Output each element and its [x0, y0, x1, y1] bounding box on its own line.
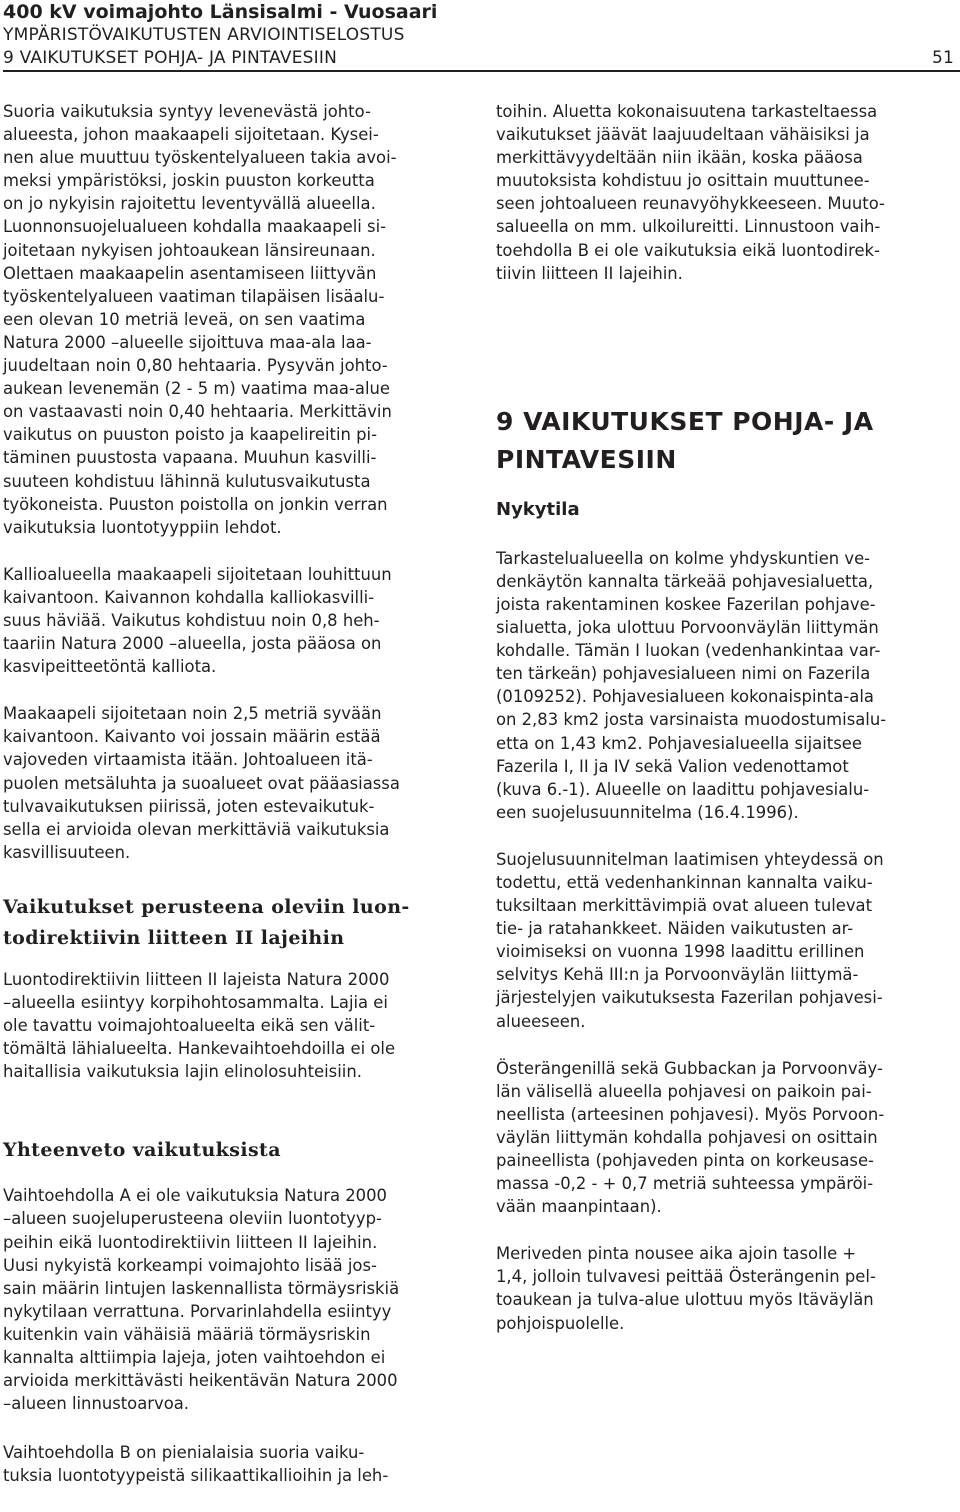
document-subtitle: YMPÄRISTÖVAIKUTUSTEN ARVIOINTISELOSTUS	[3, 25, 405, 45]
right-column	[496, 100, 958, 1359]
paragraph: Maakaapeli sijoitetaan noin 2,5 metriä syvään kaivantoon. Kaivanto voi jossain määrin estää vajoveden virtaamista itään. Johtoalueen itä- puolen metsäluhta ja suoalueet ovat pääasiassa tulvavaikutuksen piirissä, joten estevaikutuk- sella ei arvioida olevan merkittäviä vaikutuksia kasvillisuuteen.	[3, 704, 400, 862]
paragraph: Suojelusuunnitelman laatimisen yhteydessä on todettu, että vedenhankinnan kannalta vaiku- tuksiltaan merkittävimpiä ovat alueen tulevat tie- ja ratahankkeet. Näiden vaikutusten ar- vioimiseksi on vuonna 1998 laadittu erillinen selvitys Kehä III:n ja Porvoonväylän liittymä- järjestelyjen vaikutuksesta Fazerilan pohjavesi- alueeseen.	[496, 849, 884, 1031]
paragraph: toihin. Aluetta kokonaisuutena tarkasteltaessa vaikutukset jäävät laajuudeltaan vähäisiksi ja merkittävyydeltään niin ikään, koska pääosa muutoksista kohdistuu jo osittain muuttunee- seen johtoalueen reunavyöhykkeeseen. Muuto- salueella on mm. ulkoilureitti. Linnustoon vaih- toehdolla B ei ole vaikutuksia eikä luontodirek- tiivin liitteen II lajeihin.	[496, 102, 885, 283]
paragraph: Luontodirektiivin liitteen II lajeista Natura 2000 –alueella esiintyy korpihohtosammalta. Lajia ei ole tavattu voimajohtoalueelta eikä sen välit- tömältä lähialueelta. Hankevaihtoehdoilla ei ole haitallisia vaikutuksia lajin elinolosuhteisiin.	[3, 969, 396, 1082]
paragraph: Tarkastelualueella on kolme yhdyskuntien ve- denkäytön kannalta tärkeää pohjavesialuetta, joista rakentaminen koskee Fazerilan pohjave- sialuetta, joka ulottuu Porvoonväylän liittymän kohdalle. Tämän I luokan (vedenhankintaa var- ten tärkeän) pohjavesialueen nimi on Fazerila (0109252). Pohjavesialueen kokonaispinta-ala on 2,83 km2 josta varsinaista muodostumisalu- etta on 1,43 km2. Pohjavesialueella sijaitsee Fazerila I, II ja IV sekä Valion vedenottamot (kuva 6.-1). Alueelle on laadittu pohjavesialu- een suojelusuunnitelma (16.4.1996).	[496, 548, 887, 822]
paragraph: Österängenillä sekä Gubbackan ja Porvoonväy- län välisellä alueella pohjavesi on paikoin pai- neellista (arteesinen pohjavesi). Myös Porvoon- väylän liittymän kohdalla pohjavesi on osittain paineellista (pohjaveden pinta on korkeusase- massa -0,2 - + 0,7 metriä suhteessa ympäröi- vään maanpintaan).	[496, 1058, 885, 1217]
page-header	[3, 0, 957, 70]
paragraph: Suoria vaikutuksia syntyy levenevästä johto- alueesta, johon maakaapeli sijoitetaan. Kysei- nen alue muuttuu työskentelyalueen takia avoi- meksi ympäristöksi, joskin puuston korkeutta on jo nykyisin rajoitettu leventyvällä alueella. Luonnonsuojelualueen kohdalla maakaapeli si- joitetaan nykyisen johtoaukean länsireunaan. Olettaen maakaapelin asentamiseen liittyvän työskentelyalueen vaatiman tilapäisen lisäalu- een olevan 10 metriä leveä, on sen vaatima Natura 2000 –alueelle sijoittuva maa-ala laa- juudeltaan noin 0,80 hehtaaria. Pysyvän johto- aukean levenemän (2 - 5 m) vaatima maa-alue on vastaavasti noin 0,40 hehtaaria. Merkittävin vaikutus on puuston poisto ja kaapelireitin pi- täminen puustosta vapaana. Muuhun kasvilli- suuteen kohdistuu lähinnä kulutusvaikutusta työkoneista. Puuston poistolla on jonkin verran vaikutuksia luontotyyppiin lehdot.	[3, 102, 397, 537]
section-title: 9 VAIKUTUKSET POHJA- JA PINTAVESIIN	[3, 48, 338, 68]
left-column	[3, 100, 465, 1512]
paragraph: Vaihtoehdolla B on pienialaisia suoria vaiku- tuksia luontotyypeistä silikaattikallioihin ja leh-	[3, 1443, 389, 1486]
paragraph: Meriveden pinta nousee aika ajoin tasolle + 1,4, jolloin tulvavesi peittää Österängenin pel- toaukean ja tulva-alue ulottuu myös Itäväylän pohjoispuolelle.	[496, 1244, 876, 1333]
chapter-heading: 9 VAIKUTUKSET POHJA- JA PINTAVESIIN	[496, 406, 874, 474]
subheading-annex-ii-species: Vaikutukset perusteena oleviin luon- todirektiivin liitteen II lajeihin	[3, 895, 410, 949]
page-number: 51	[931, 48, 954, 68]
header-rule	[3, 70, 960, 72]
paragraph: Kallioalueella maakaapeli sijoitetaan louhittuun kaivantoon. Kaivannon kohdalla kalliokasvilli- suus häviää. Vaikutus kohdistuu noin 0,8 heh- taariin Natura 2000 –alueella, josta pääosa on kasvipeitteetöntä kalliota.	[3, 564, 392, 677]
document-title: 400 kV voimajohto Länsisalmi - Vuosaari	[3, 1, 438, 23]
section-line	[3, 47, 957, 70]
paragraph: Vaihtoehdolla A ei ole vaikutuksia Natura 2000 –alueen suojeluperusteena oleviin luontotyyp- peihin eikä luontodirektiivin liitteen II lajeihin. Uusi nykyistä korkeampi voimajohto lisää jos- sain määrin lintujen laskennallista törmäysriskiä nykytilaan verrattuna. Porvarinlahdella esiintyy kuitenkin vain vähäisiä määriä törmäysriskin kannalta alttiimpia lajeja, joten vaihtoehdon ei arvioida merkittävästi heikentävän Natura 2000 –alueen linnustoarvoa.	[3, 1186, 400, 1414]
subheading-nykytila: Nykytila	[496, 498, 580, 520]
subheading-summary: Yhteenveto vaikutuksista	[3, 1139, 281, 1162]
